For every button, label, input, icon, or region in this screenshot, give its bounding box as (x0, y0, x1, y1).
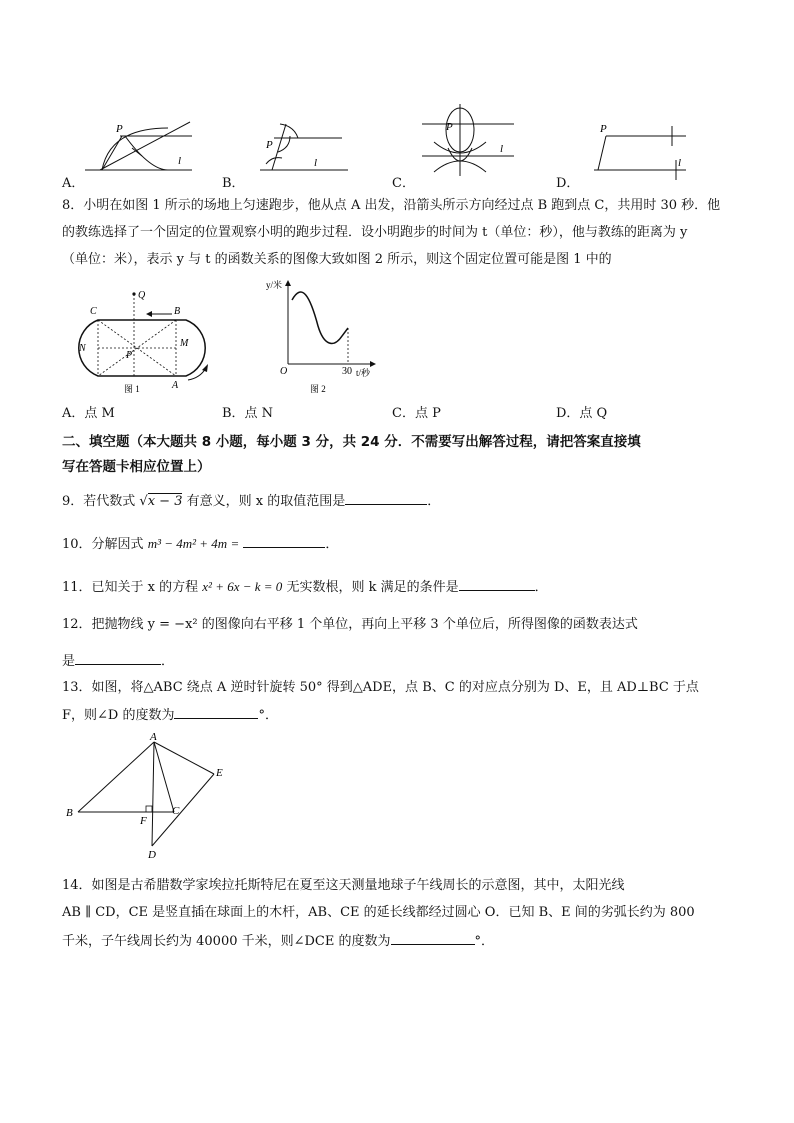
fig-d-label-l: l (678, 157, 682, 169)
fig1-caption: 图 1 (124, 384, 140, 394)
fig1-label-m: M (180, 338, 189, 349)
q11-answer-blank[interactable] (459, 576, 535, 591)
q7-option-b[interactable]: B． (222, 176, 245, 191)
q8-option-c[interactable]: C．点 P (392, 406, 441, 421)
fig1-label-c: C (90, 306, 97, 317)
fig13-label-d: D (148, 849, 156, 861)
q8-text-line1: 8．小明在如图 1 所示的场地上匀速跑步，他从点 A 出发，沿箭头所示方向经过点 B 跑到点 C，共用时 30 秒．他 (62, 198, 721, 213)
q9 (62, 490, 440, 512)
fig2-xlabel: t/秒 (356, 368, 371, 378)
q7-option-d[interactable]: D． (556, 176, 580, 191)
fig1-label-n: N (79, 343, 86, 354)
fig-b-label-l: l (314, 157, 318, 169)
q14-line2: AB ∥ CD，CE 是竖直插在球面上的木杆，AB、CE 的延长线都经过圆心 O．已知 B、E 间的劣弧长约为 800 (62, 905, 695, 920)
q9-middle: 有意义，则 x 的取值范围是 (186, 494, 346, 509)
fig-a-label-l: l (178, 155, 182, 167)
q11-prefix: 11．已知关于 x 的方程 (62, 580, 199, 595)
q10 (62, 533, 338, 555)
q8-text-line2: 的教练选择了一个固定的位置观察小明的跑步过程．设小明跑步的时间为 t（单位：秒），他与教练的距离为 y (62, 225, 688, 240)
fig1-label-p: P (126, 350, 133, 361)
q13-line1: 13．如图，将△ABC 绕点 A 逆时针旋转 50° 得到△ADE，点 B、C 的对应点分别为 D、E，且 AD⊥BC 于点 (62, 680, 699, 695)
q11-end: ． (534, 580, 548, 595)
q10-end: ． (325, 537, 339, 552)
fig13-label-b: B (66, 807, 73, 819)
q12-answer-blank[interactable] (75, 650, 161, 665)
q11 (62, 576, 548, 598)
q8-option-a[interactable]: A．点 M (62, 406, 115, 421)
fig2-ylabel: y/米 (266, 280, 283, 290)
q12-line1: 12．把抛物线 y = −x² 的图像向右平移 1 个单位，再向上平移 3 个单位后，所得图像的函数表达式 (62, 617, 638, 632)
fig-a-label-p: P (116, 123, 123, 135)
q8-option-b[interactable]: B．点 N (222, 406, 274, 421)
q13-end: °． (258, 708, 278, 723)
fig2-origin: O (280, 366, 288, 377)
q12-line2 (62, 650, 174, 672)
q8-option-d[interactable]: D．点 Q (556, 406, 608, 421)
q14-line1: 14．如图是古希腊数学家埃拉托斯特尼在夏至这天测量地球子午线周长的示意图，其中，太阳光线 (62, 878, 625, 893)
fig13-label-e: E (216, 767, 223, 779)
fig-c-label-p: P (446, 121, 453, 133)
q8-text-line3: （单位：米），表示 y 与 t 的函数关系的图像大致如图 2 所示，则这个固定位置可能是图 1 中的 (62, 252, 612, 267)
q9-end: ． (427, 494, 441, 509)
fig13-label-f: F (140, 815, 147, 827)
q12-prefix: 是 (62, 654, 76, 669)
q9-answer-blank[interactable] (345, 490, 427, 505)
q14-answer-blank[interactable] (391, 930, 475, 945)
q7-option-a[interactable]: A． (62, 176, 85, 191)
fig-b-label-p: P (266, 139, 273, 151)
fig1-label-b: B (174, 306, 181, 317)
q9-prefix: 9．若代数式 (62, 494, 136, 509)
q13-answer-blank[interactable] (174, 704, 258, 719)
section-2-heading-line1: 二、填空题（本大题共 8 小题，每小题 3 分，共 24 分．不需要写出解答过程，请把答案直接填 (62, 434, 641, 450)
q13-prefix: F，则∠D 的度数为 (62, 708, 175, 723)
fig-c-label-l: l (500, 143, 504, 155)
q7-figure-b (250, 108, 350, 180)
q12-end: ． (161, 654, 175, 669)
q13-figure (62, 732, 232, 864)
fig1-label-a: A (172, 380, 179, 391)
q7-figure-c (412, 94, 522, 180)
q14-end: °． (474, 934, 495, 949)
fig1-label-q: Q (138, 290, 146, 301)
fig13-label-a: A (150, 732, 157, 743)
q9-expr: x − 3 (147, 494, 183, 509)
q14-line3 (62, 930, 494, 952)
q11-middle: 无实数根，则 k 满足的条件是 (286, 580, 459, 595)
q7-option-c[interactable]: C． (392, 176, 415, 191)
fig2-caption: 图 2 (310, 384, 326, 394)
q9-sqrt: √x − 3 (139, 494, 183, 509)
q7-figure-a (80, 108, 200, 180)
q13-line2 (62, 704, 278, 726)
q10-prefix: 10．分解因式 (62, 537, 144, 552)
q10-answer-blank[interactable] (243, 533, 325, 548)
q8-figure-2 (262, 276, 382, 398)
fig-d-label-p: P (600, 123, 607, 135)
fig13-label-c: C (172, 805, 180, 817)
q14-prefix: 千米，子午线周长约为 40000 千米，则∠DCE 的度数为 (62, 934, 391, 949)
q10-expr: m³ − 4m² + 4m = (147, 536, 240, 551)
section-2-heading-line2: 写在答题卡相应位置上） (62, 459, 211, 475)
fig2-tick-30: 30 (342, 366, 352, 377)
q11-expr: x² + 6x − k = 0 (202, 579, 283, 594)
q7-figure-d (590, 108, 700, 180)
q8-figure-1 (62, 284, 222, 396)
